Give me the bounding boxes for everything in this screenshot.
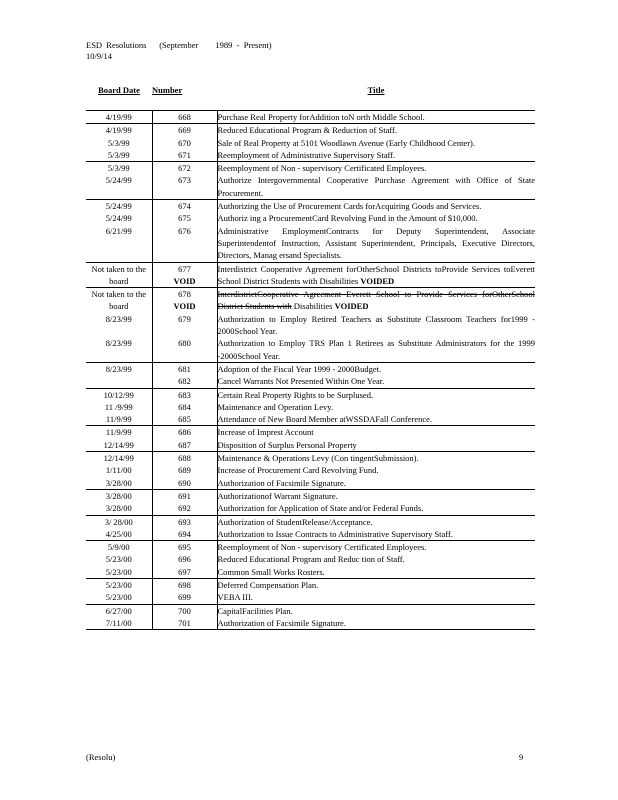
table-row (86, 553, 535, 565)
resolution-title-cell (217, 137, 535, 149)
board-date-cell: 5/24/99 (86, 200, 152, 213)
table-row (86, 604, 535, 617)
resolution-number: 700 (178, 605, 191, 616)
table-row (86, 162, 535, 175)
resolution-number: 687 (178, 439, 191, 450)
board-date-cell: 12/14/99 (86, 439, 152, 452)
resolution-number: 677 (178, 263, 191, 274)
table-row (86, 313, 535, 338)
board-date-cell: 4/19/99 (86, 111, 152, 124)
resolution-number-cell (152, 477, 217, 490)
page-number: 9 (519, 752, 524, 762)
resolution-number-cell (152, 566, 217, 579)
board-date-cell: 8/23/99 (86, 362, 152, 375)
resolution-title: Deferred Compensation Plan. (217, 579, 319, 590)
resolution-title-cell (217, 375, 535, 388)
resolution-number-cell (152, 464, 217, 476)
board-date-cell: 5/9/00 (86, 541, 152, 554)
resolution-number: 694 (178, 528, 191, 539)
resolution-title-cell (217, 528, 535, 541)
board-date-cell: 11/9/99 (86, 413, 152, 426)
resolution-title-cell (217, 200, 535, 213)
table-row (86, 464, 535, 476)
resolution-title: Reemployment of Non - supervisory Certificated Employees. (217, 542, 427, 553)
resolution-number-cell (152, 388, 217, 401)
resolution-title-cell (217, 313, 535, 338)
resolution-title: Cancel Warrants Not Presented Within One Year. (217, 376, 385, 387)
resolution-title: Maintenance & Operations Levy (Con tingentSubmission). (217, 453, 419, 464)
resolution-number: 701 (178, 617, 191, 628)
resolution-number-cell (152, 337, 217, 362)
resolution-number: 669 (178, 125, 191, 136)
resolution-title: Disabilities (293, 301, 333, 312)
table-row (86, 262, 535, 288)
table-row (86, 124, 535, 137)
column-header-number: Number (152, 85, 183, 95)
resolution-title-cell (217, 591, 535, 604)
resolution-title: Authorization to Issue Contracts to Administrative Supervisory Staff. (217, 528, 453, 539)
table-row (86, 174, 535, 199)
resolution-number-cell (152, 553, 217, 565)
resolution-title: Authorization for Application of State and/or Federal Funds. (217, 503, 424, 514)
board-date-cell (86, 375, 152, 388)
resolution-number-cell (152, 162, 217, 175)
footer-label: (Resolu) (86, 752, 116, 762)
resolution-number: 668 (178, 112, 191, 122)
resolution-title: Administrative EmploymentContracts for Deputy Superintendent, Associate Superintendentof Instruction, Assistant Superintendent, Principals, Executive Directors, Directors, Manag ersand Specialists. (217, 225, 535, 261)
table-row (86, 426, 535, 439)
resolution-number-cell (152, 200, 217, 213)
resolution-title-cell (217, 362, 535, 375)
resolution-title-cell (217, 515, 535, 528)
board-date-cell: 5/24/99 (86, 174, 152, 199)
resolution-number: 692 (178, 503, 191, 514)
table-row (86, 477, 535, 490)
resolution-title: Attendance of New Board Member atWSSDAFall Conference. (217, 414, 433, 425)
resolution-title: Reduced Educational Program and Reduc tion of Staff. (217, 554, 405, 565)
resolution-title: Authorization of Facsimile Signature. (217, 617, 346, 628)
board-date-cell: 8/23/99 (86, 313, 152, 338)
resolution-number-cell (152, 502, 217, 515)
resolution-number: 679 (178, 313, 191, 324)
table-row (86, 375, 535, 388)
resolution-title-cell (217, 578, 535, 591)
table-row (86, 515, 535, 528)
resolution-title: VEBA III. (217, 592, 253, 603)
resolution-title-cell (217, 225, 535, 262)
resolution-number-cell (152, 439, 217, 452)
board-date-cell: 6/21/99 (86, 225, 152, 262)
resolution-title: Authorize Intergovernmental Cooperative Purchase Agreement with Office of State Procurement. (217, 175, 535, 198)
table-row (86, 212, 535, 224)
resolution-number: 698 (178, 579, 191, 590)
table-row (86, 591, 535, 604)
table-row (86, 617, 535, 630)
table-row (86, 578, 535, 591)
resolution-number: 688 (178, 453, 191, 464)
resolution-title-cell (217, 212, 535, 224)
table-row (86, 288, 535, 313)
board-date-cell: 5/23/00 (86, 566, 152, 579)
resolutions-body (86, 111, 535, 630)
resolution-number-cell (152, 149, 217, 162)
resolution-title-cell (217, 617, 535, 630)
resolution-title: Disposition of Surplus Personal Property (217, 439, 357, 450)
resolution-number: 670 (178, 137, 191, 148)
resolution-title-cell (217, 337, 535, 362)
resolution-number: 671 (178, 149, 191, 160)
resolution-number-cell (152, 515, 217, 528)
resolution-title: Maintenance and Operation Levy. (217, 401, 334, 412)
board-date-cell: 11 /9/99 (86, 401, 152, 413)
document-header: ESD Resolutions (September 1989 - Present) (86, 40, 272, 50)
resolution-title-cell (217, 426, 535, 439)
resolution-title: Authoriz ing a ProcurementCard Revolving Fund in the Amount of $10,000. (217, 213, 478, 224)
resolution-number: 682 (178, 376, 191, 387)
resolution-number: 675 (178, 213, 191, 224)
resolution-title: Increase of Procurement Card Revolving Fund. (217, 465, 379, 476)
board-date-cell: 7/11/00 (86, 617, 152, 630)
board-date-cell: 6/27/00 (86, 604, 152, 617)
resolution-number: 676 (178, 225, 191, 236)
resolution-title: Certain Real Property Rights to be Surplused. (217, 389, 374, 400)
resolution-number-cell (152, 528, 217, 541)
resolution-title-cell (217, 162, 535, 175)
board-date-cell: 5/23/00 (86, 591, 152, 604)
table-row (86, 225, 535, 262)
resolution-title: Authorizationof Warrant Signature. (217, 490, 338, 501)
resolution-title-cell (217, 477, 535, 490)
resolution-title: Reduced Educational Program & Reduction of Staff. (217, 125, 397, 136)
resolution-number-cell (152, 137, 217, 149)
resolution-title: Reemployment of Non - supervisory Certificated Employees. (217, 163, 427, 174)
table-row (86, 337, 535, 362)
board-date-cell: 4/25/00 (86, 528, 152, 541)
resolution-number: 690 (178, 477, 191, 488)
resolution-number-cell (152, 262, 217, 288)
resolution-title-cell (217, 262, 535, 288)
resolution-title: Adoption of the Fiscal Year 1999 - 2000Budget. (217, 363, 382, 374)
resolution-number-cell (152, 401, 217, 413)
resolution-number: 672 (178, 163, 191, 174)
resolution-number: 696 (178, 554, 191, 565)
resolution-number-cell (152, 489, 217, 502)
resolution-title-cell (217, 149, 535, 162)
resolution-number-cell (152, 362, 217, 375)
resolution-number: 673 (178, 175, 191, 186)
board-date-cell: 5/3/99 (86, 162, 152, 175)
table-row (86, 452, 535, 465)
resolution-number: 695 (178, 542, 191, 553)
board-date-cell: 3/ 28/00 (86, 515, 152, 528)
resolution-title-cell (217, 401, 535, 413)
table-row (86, 111, 535, 124)
resolution-number-cell (152, 212, 217, 224)
resolution-title-cell (217, 124, 535, 137)
resolution-title-cell (217, 288, 535, 313)
resolution-title-cell (217, 553, 535, 565)
resolution-title-cell (217, 502, 535, 515)
resolution-number-cell (152, 225, 217, 262)
board-date-cell: 4/19/99 (86, 124, 152, 137)
resolution-number-cell (152, 452, 217, 465)
table-row (86, 149, 535, 162)
board-date-cell: 10/12/99 (86, 388, 152, 401)
resolution-number: 685 (178, 414, 191, 425)
voided-label: VOIDED (334, 301, 369, 312)
resolution-number: 699 (178, 592, 191, 603)
resolution-number: 693 (178, 516, 191, 527)
column-header-board-date: Board Date (98, 85, 140, 95)
resolution-number: 689 (178, 465, 191, 476)
table-row (86, 200, 535, 213)
resolution-number-cell (152, 578, 217, 591)
resolution-number: 684 (178, 401, 191, 412)
board-date-cell: 12/14/99 (86, 452, 152, 465)
resolution-number: 678 (178, 289, 191, 300)
resolution-title-cell (217, 604, 535, 617)
resolution-title: Authorization of Facsimile Signature. (217, 477, 346, 488)
table-row (86, 137, 535, 149)
struck-title-text: InterdistrictCooperative Agreement Everett School to Provide Services forOtherSchool District Students with (217, 289, 535, 312)
board-date-cell: 8/23/99 (86, 337, 152, 362)
board-date-cell: 11/9/99 (86, 426, 152, 439)
resolution-number-cell (152, 288, 217, 313)
resolution-title: Authorizing the Use of Procurement Cards forAcquiring Goods and Services. (217, 201, 482, 212)
resolution-number: 697 (178, 566, 191, 577)
resolution-title-cell (217, 566, 535, 579)
void-label: VOID (173, 275, 196, 286)
resolution-title-cell (217, 452, 535, 465)
resolution-title: Increase of Imprest Account (217, 427, 314, 438)
table-row (86, 413, 535, 426)
resolution-number-cell (152, 413, 217, 426)
table-row (86, 541, 535, 554)
column-header-title: Title (367, 85, 385, 95)
table-row (86, 528, 535, 541)
board-date-cell: 5/3/99 (86, 137, 152, 149)
board-date-cell: 5/24/99 (86, 212, 152, 224)
board-date-cell: 3/28/00 (86, 477, 152, 490)
resolution-number-cell (152, 617, 217, 630)
resolution-number: 686 (178, 427, 191, 438)
table-header-row (86, 84, 535, 111)
resolution-title-cell (217, 388, 535, 401)
resolution-title: Authorization of StudentRelease/Acceptance. (217, 516, 373, 527)
resolution-title-cell (217, 174, 535, 199)
resolution-title: Purchase Real Property forAddition toN orth Middle School. (217, 112, 425, 122)
resolution-title: Interdistrict Cooperative Agreement forOtherSchool Districts toProvide Services toEverett School District Students with Disabilities (217, 263, 535, 286)
voided-label: VOIDED (360, 275, 395, 286)
resolution-title-cell (217, 413, 535, 426)
table-row (86, 502, 535, 515)
resolution-title: Authorization to Employ TRS Plan 1 Retirees as Substitute Administrators for the 1999 -2000School Year. (217, 338, 535, 361)
resolution-title: Common Small Works Rosters. (217, 566, 325, 577)
document-date: 10/9/14 (86, 51, 112, 61)
resolution-number-cell (152, 541, 217, 554)
board-date-cell: 1/11/00 (86, 464, 152, 476)
resolution-title-cell (217, 439, 535, 452)
resolution-title-cell (217, 111, 535, 124)
resolution-title-cell (217, 464, 535, 476)
table-row (86, 439, 535, 452)
resolution-title: Authorization to Employ Retired Teachers as Substitute Classroom Teachers for1999 - 2000School Year. (217, 313, 535, 337)
board-date-cell: 3/28/00 (86, 489, 152, 502)
table-row (86, 362, 535, 375)
resolution-number: 674 (178, 201, 191, 212)
resolution-number: 683 (178, 389, 191, 400)
resolution-title: Sale of Real Property at 5101 Woodlawn Avenue (Early Childhood Center). (217, 137, 475, 148)
board-date-cell: 3/28/00 (86, 502, 152, 515)
table-row (86, 566, 535, 579)
resolution-number-cell (152, 604, 217, 617)
resolution-number-cell (152, 426, 217, 439)
resolution-number-cell (152, 375, 217, 388)
board-date-cell: 5/23/00 (86, 578, 152, 591)
resolution-title-cell (217, 489, 535, 502)
board-date-cell: 5/23/00 (86, 553, 152, 565)
resolution-number-cell (152, 591, 217, 604)
resolutions-table (86, 84, 535, 630)
resolution-number: 680 (178, 338, 191, 349)
table-row (86, 401, 535, 413)
resolution-number-cell (152, 111, 217, 124)
resolution-number-cell (152, 313, 217, 338)
board-date-cell: 5/3/99 (86, 149, 152, 162)
table-row (86, 489, 535, 502)
resolution-title-cell (217, 541, 535, 554)
resolution-number: 691 (178, 490, 191, 501)
resolution-number-cell (152, 124, 217, 137)
resolution-number: 681 (178, 363, 191, 374)
board-date-cell: Not taken to the board (86, 288, 152, 313)
resolution-number-cell (152, 174, 217, 199)
table-row (86, 388, 535, 401)
board-date-cell: Not taken to the board (86, 262, 152, 288)
resolution-title: Reemployment of Administrative Supervisory Staff. (217, 149, 396, 160)
void-label: VOID (173, 301, 196, 312)
resolution-title: CapitalFacilities Plan. (217, 605, 293, 616)
